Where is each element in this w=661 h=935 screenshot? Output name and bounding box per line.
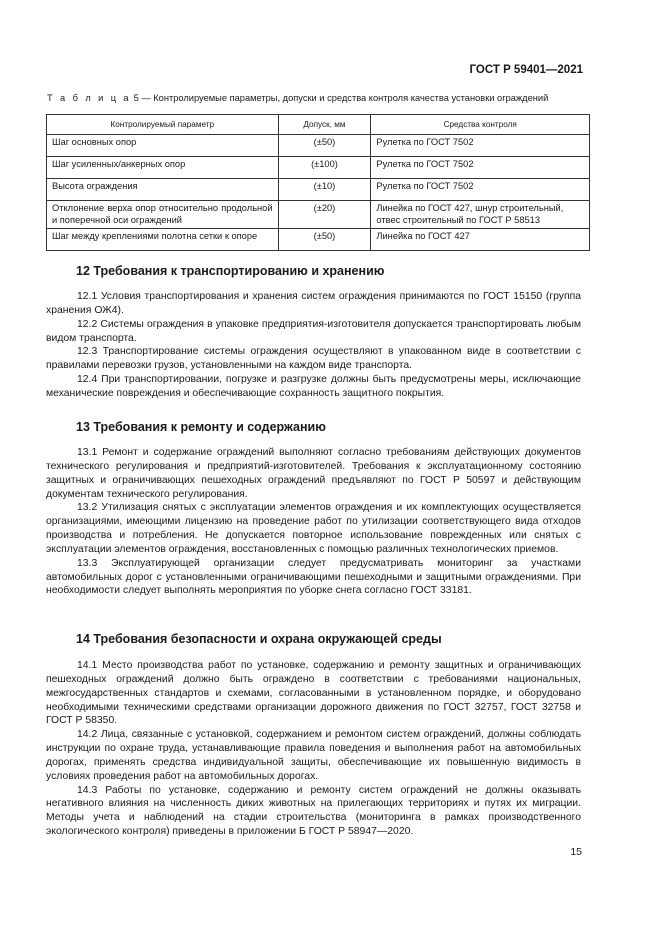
section-12-heading: 12 Требования к транспортированию и хранению	[76, 264, 385, 278]
paragraph-13-2: 13.2 Утилизация снятых с эксплуатации элементов ограждения и их комплектующих осуществляется организациями, имеющими лицензию на проведение работ по утилизации соответствующего вида отходов производства и потребления. Не допускается повторное использование поврежденных или снятых с эксплуатации элементов ограждения, восстановленных с помощью различных технологических приемов.	[46, 502, 581, 555]
cell-parameter: Шаг между креплениями полотна сетки к опоре	[47, 229, 279, 251]
cell-parameter: Высота ограждения	[47, 179, 279, 201]
page-number: 15	[570, 846, 582, 858]
column-header-parameter: Контролируемый параметр	[47, 115, 279, 135]
section-13-heading: 13 Требования к ремонту и содержанию	[76, 420, 326, 434]
document-code: ГОСТ Р 59401—2021	[469, 64, 583, 76]
section-14-body	[46, 659, 581, 839]
cell-control-means: Линейка по ГОСТ 427, шнур строительный, отвес строительный по ГОСТ Р 58513	[371, 201, 590, 229]
table-row	[47, 179, 590, 201]
paragraph-12-1: 12.1 Условия транспортирования и хранения систем ограждения принимаются по ГОСТ 15150 (группа хранения ОЖ4).	[46, 291, 581, 316]
paragraph-12-3: 12.3 Транспортирование системы ограждения осуществляют в упакованном виде в соответствии с правилами перевозки грузов, установленными на каждом виде транспорта.	[46, 346, 581, 372]
table-caption-prefix: Т а б л и ц а	[47, 93, 131, 103]
cell-tolerance: (±20)	[278, 201, 371, 229]
section-12-body	[46, 290, 581, 401]
paragraph-13-1: 13.1 Ремонт и содержание ограждений выполняют согласно требованиям действующих документов технического регулирования и предприятий-изготовителей. Требования к эксплуатационному состоянию защитных и ограничивающих пешеходных ограждений предъявляют по ГОСТ Р 50597 и действующим документам технического регулирования.	[46, 447, 581, 500]
paragraph-14-1: 14.1 Место производства работ по установке, содержанию и ремонту защитных и ограничивающих пешеходных ограждений должно быть ограждено в соответствии с требованиями национальных, межгосударственных стандартов и схемами, согласованными в установленном порядке, и оборудовано необходимыми техническими средствами организации дорожного движения по ГОСТ 32757, ГОСТ 32758 и ГОСТ Р 58350.	[46, 660, 581, 727]
paragraph-12-4: 12.4 При транспортировании, погрузке и разгрузке должны быть предусмотрены меры, исключающие механические повреждения и обеспечивающие сохранность защитного покрытия.	[46, 374, 581, 399]
column-header-control-means: Средства контроля	[371, 115, 590, 135]
cell-parameter: Отклонение верха опор относительно продольной и поперечной оси ограждений	[47, 201, 279, 229]
control-parameters-table	[46, 114, 590, 251]
table-header-row	[47, 115, 590, 135]
table-row	[47, 157, 590, 179]
section-13-body	[46, 446, 581, 598]
paragraph-14-3: 14.3 Работы по установке, содержанию и ремонту систем ограждений не должны оказывать негативного влияния на численность диких животных на прилегающих территориях и путях их миграции. Методы учета и наблюдений на стадии строительства (мониторинга в рамках производственного экологического контроля) приведены в приложении Б ГОСТ Р 58947—2020.	[46, 784, 581, 838]
table-caption-text: 5 — Контролируемые параметры, допуски и средства контроля качества установки ограждений	[133, 93, 549, 103]
cell-tolerance: (±50)	[278, 135, 371, 157]
cell-control-means: Линейка по ГОСТ 427	[371, 229, 590, 251]
table-row	[47, 135, 590, 157]
paragraph-12-2: 12.2 Системы ограждения в упаковке предприятия-изготовителя допускается транспортировать любым видом транспорта.	[46, 318, 581, 344]
cell-tolerance: (±50)	[278, 229, 371, 251]
table-caption	[47, 93, 548, 103]
cell-tolerance: (±10)	[278, 179, 371, 201]
paragraph-13-3: 13.3 Эксплуатирующей организации следует предусматривать мониторинг за участками автомобильных дорог с установленными ограничивающими пешеходными и защитными ограждениями. При необходимости следует выполнять мероприятия по уборке снега согласно ГОСТ 33181.	[46, 557, 581, 597]
cell-tolerance: (±100)	[278, 157, 371, 179]
section-14-heading: 14 Требования безопасности и охрана окружающей среды	[76, 632, 442, 646]
cell-control-means: Рулетка по ГОСТ 7502	[371, 179, 590, 201]
cell-control-means: Рулетка по ГОСТ 7502	[371, 135, 590, 157]
column-header-tolerance: Допуск, мм	[278, 115, 371, 135]
cell-control-means: Рулетка по ГОСТ 7502	[371, 157, 590, 179]
table-row	[47, 229, 590, 251]
cell-parameter: Шаг основных опор	[47, 135, 279, 157]
table-row	[47, 201, 590, 229]
paragraph-14-2: 14.2 Лица, связанные с установкой, содержанием и ремонтом систем ограждений, должны соблюдать инструкции по охране труда, устанавливающие правила поведения и выполнения работ на автомобильных дорогах, применять средства индивидуальной защиты, обеспечивающие их повышенную видимость в условиях проведения работ на автомобильных дорогах.	[46, 729, 581, 782]
cell-parameter: Шаг усиленных/анкерных опор	[47, 157, 279, 179]
